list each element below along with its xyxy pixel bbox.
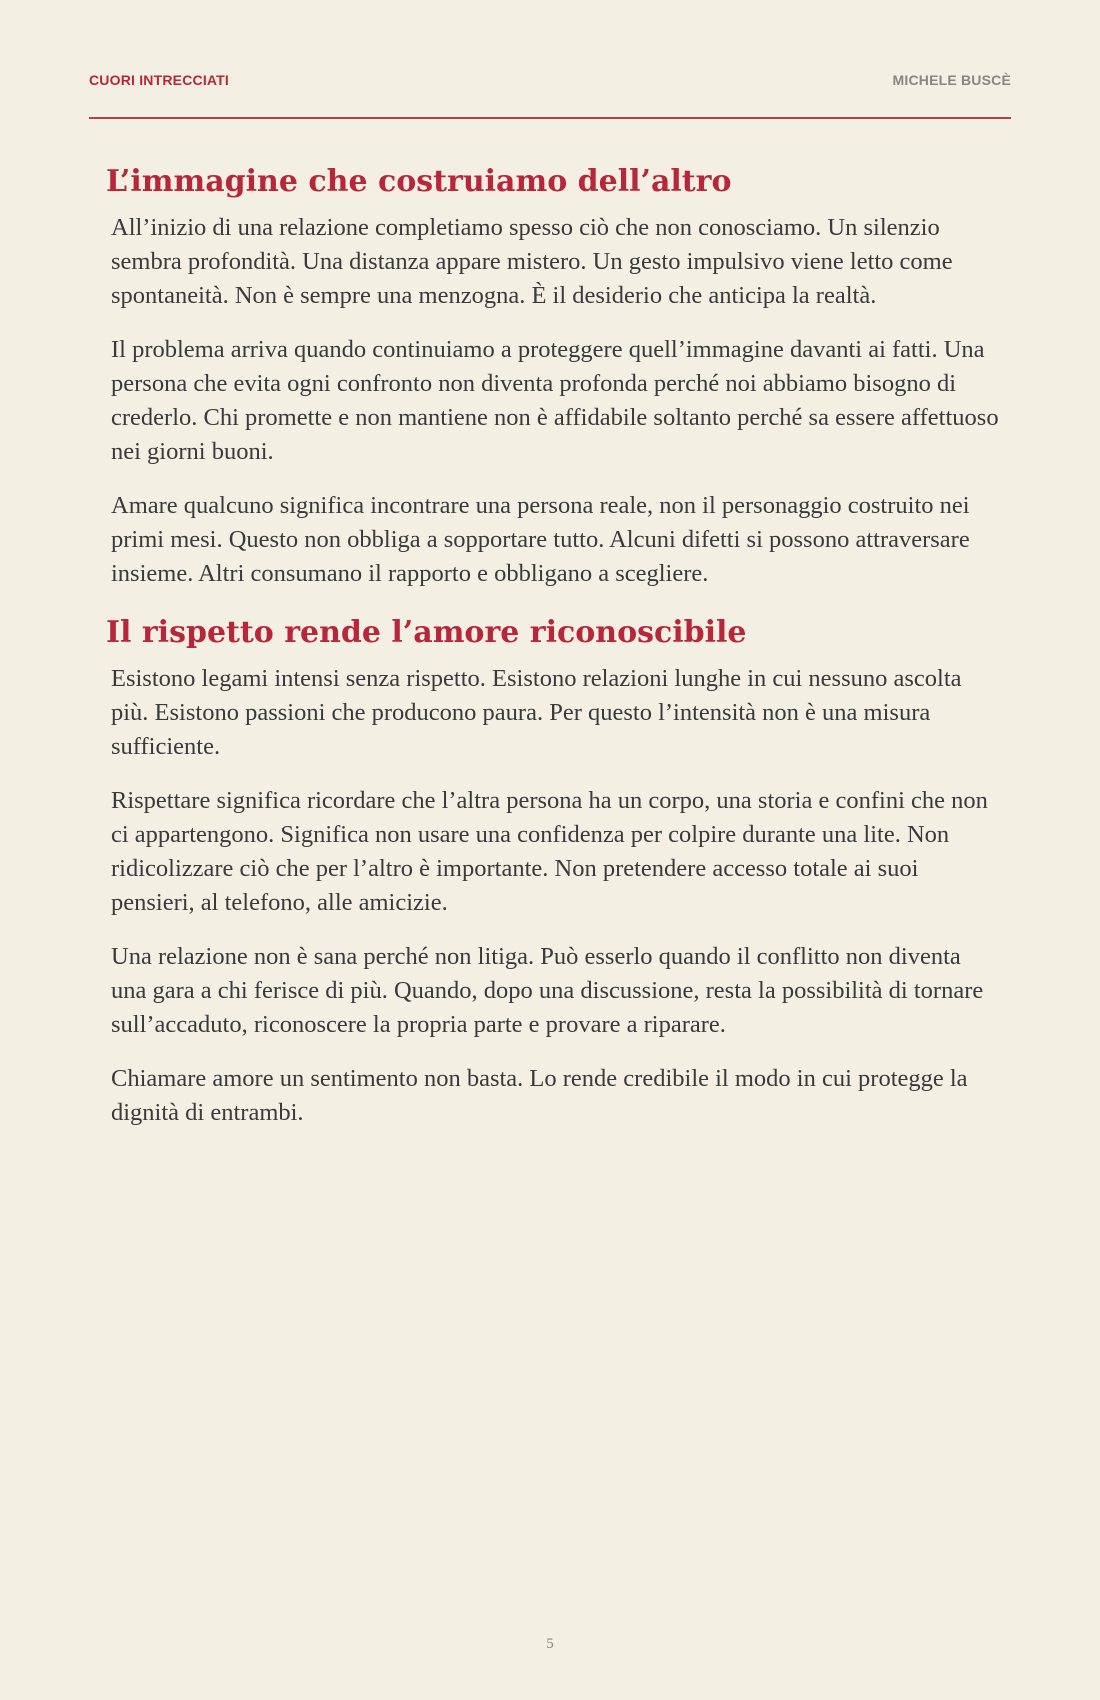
section-heading: L’immagine che costruiamo dell’altro xyxy=(106,164,732,199)
paragraph: Amare qualcuno significa incontrare una persona reale, non il personaggio costruito nei primi mesi. Questo non obbliga a sopportare tutto. Alcuni difetti si possono attraversare insieme. Altri consumano il rapporto e obbligano a scegliere. xyxy=(111,492,970,587)
book-title: CUORI INTRECCIATI xyxy=(89,72,230,88)
section-1 xyxy=(106,160,1006,591)
running-header xyxy=(89,70,1011,90)
page-number: 5 xyxy=(546,1636,554,1652)
paragraph: Chiamare amore un sentimento non basta. Lo rende credibile il modo in cui protegge la dignità di entrambi. xyxy=(111,1065,968,1126)
header-divider xyxy=(89,117,1011,119)
paragraph: Esistono legami intensi senza rispetto. Esistono relazioni lunghe in cui nessuno ascolta più. Esistono passioni che producono paura. Per questo l’intensità non è una misura sufficiente. xyxy=(111,665,962,760)
section-heading: Il rispetto rende l’amore riconoscibile xyxy=(106,615,747,650)
paragraph: All’inizio di una relazione completiamo spesso ciò che non conosciamo. Un silenzio sembra profondità. Una distanza appare mistero. Un gesto impulsivo viene letto come spontaneità. Non è sempre una menzogna. È il desiderio che anticipa la realtà. xyxy=(111,214,953,309)
paragraph: Il problema arriva quando continuiamo a proteggere quell’immagine davanti ai fatti. Una persona che evita ogni confronto non diventa profonda perché noi abbiamo bisogno di crederlo. Chi promette e non mantiene non è affidabile soltanto perché sa essere affettuoso nei giorni buoni. xyxy=(111,336,999,465)
paragraph: Rispettare significa ricordare che l’altra persona ha un corpo, una storia e confini che non ci appartengono. Significa non usare una confidenza per colpire durante una lite. Non ridicolizzare ciò che per l’altro è importante. Non pretendere accesso totale ai suoi pensieri, al telefono, alle amicizie. xyxy=(111,787,988,916)
author-name: MICHELE BUSCÈ xyxy=(892,72,1011,88)
paragraph: Una relazione non è sana perché non litiga. Può esserlo quando il conflitto non diventa una gara a chi ferisce di più. Quando, dopo una discussione, resta la possibilità di tornare sull’accaduto, riconoscere la propria parte e provare a riparare. xyxy=(111,943,984,1038)
section-2 xyxy=(106,611,1006,1130)
page-body xyxy=(106,160,1006,1150)
